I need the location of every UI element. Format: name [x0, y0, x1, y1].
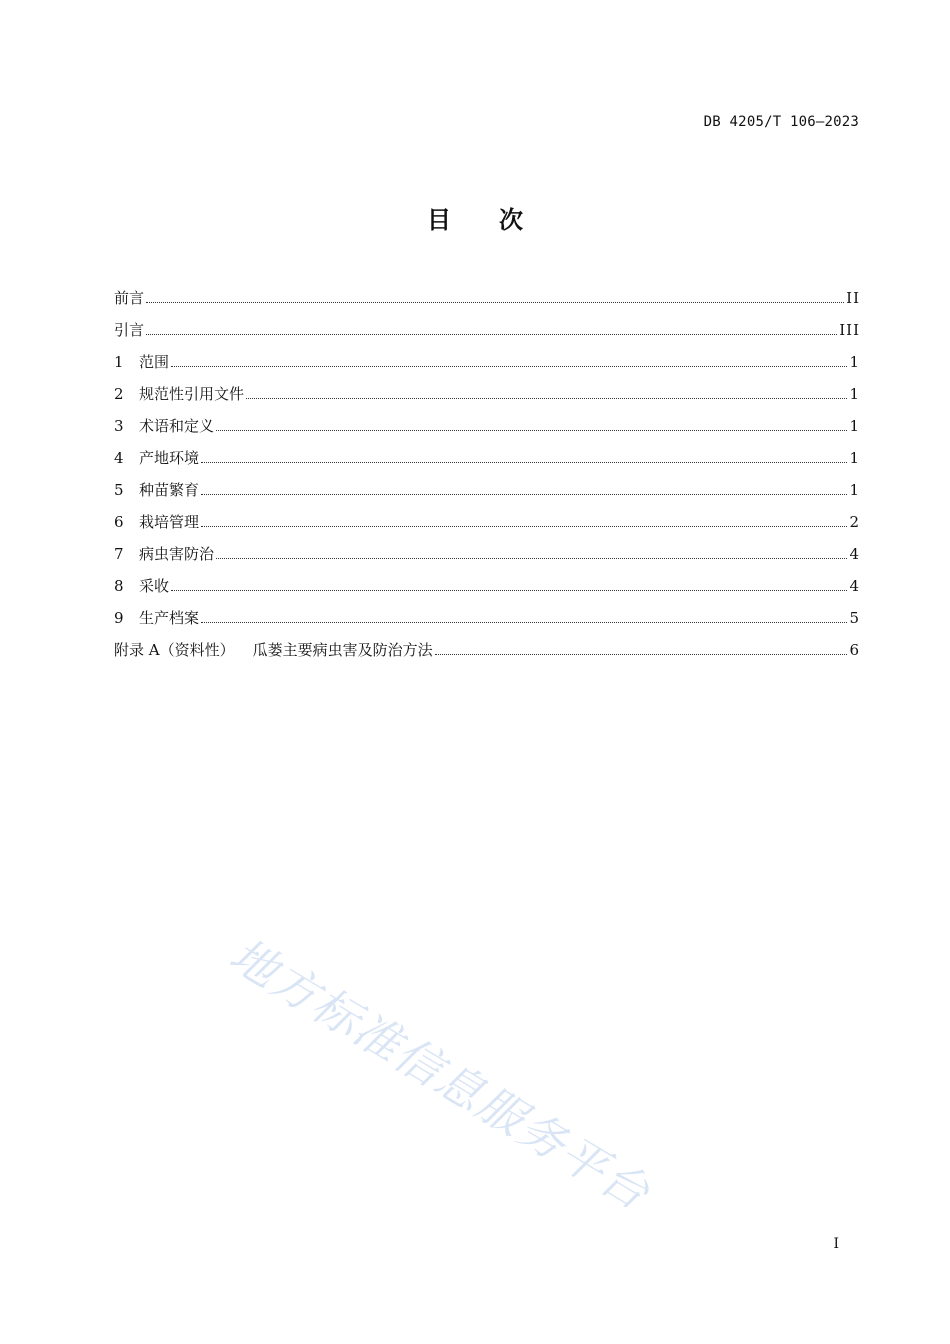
toc-entry-page: 4 — [849, 577, 860, 595]
toc-entry-harvest[interactable] — [114, 574, 860, 606]
toc-entry-page: III — [839, 321, 860, 339]
toc-entry-number: 5 — [114, 481, 124, 499]
toc-entry-page: 1 — [849, 481, 860, 499]
toc-dot-leader — [201, 525, 847, 527]
toc-entry-appendix-a[interactable] — [114, 638, 860, 670]
toc-entry-number: 1 — [114, 353, 124, 371]
toc-entry-label: 前言 — [114, 289, 145, 307]
toc-dot-leader — [435, 653, 848, 655]
toc-entry-number: 9 — [114, 609, 124, 627]
toc-entry-page: II — [846, 289, 860, 307]
toc-entry-page: 2 — [849, 513, 860, 531]
toc-entry-label: 采收 — [139, 577, 170, 595]
toc-entry-environment[interactable] — [114, 446, 860, 478]
toc-entry-page: 1 — [849, 385, 860, 403]
toc-dot-leader — [216, 429, 847, 431]
toc-dot-leader — [216, 557, 847, 559]
toc-entry-label — [114, 638, 433, 662]
toc-entry-scope[interactable] — [114, 350, 860, 382]
toc-entry-label: 种苗繁育 — [139, 481, 200, 499]
toc-entry-page: 1 — [849, 353, 860, 371]
toc-entry-label: 引言 — [114, 321, 145, 339]
toc-dot-leader — [146, 301, 844, 303]
toc-entry-introduction[interactable] — [114, 318, 860, 350]
toc-entry-foreword[interactable] — [114, 286, 860, 318]
toc-entry-number: 6 — [114, 513, 124, 531]
toc-dot-leader — [201, 493, 847, 495]
watermark: 地方标准信息服务平台 — [220, 927, 660, 1221]
toc-entry-number: 2 — [114, 385, 124, 403]
toc-entry-number: 7 — [114, 545, 124, 563]
toc-entry-label: 生产档案 — [139, 609, 200, 627]
toc-dot-leader — [146, 333, 837, 335]
document-code: DB 4205/T 106—2023 — [703, 114, 859, 130]
appendix-title: 瓜蒌主要病虫害及防治方法 — [252, 641, 433, 659]
toc-dot-leader — [201, 621, 847, 623]
page-title-part-1: 目 — [427, 206, 451, 234]
toc-entry-page: 4 — [849, 545, 860, 563]
toc-dot-leader — [171, 365, 847, 367]
toc-entry-label: 病虫害防治 — [139, 545, 215, 563]
toc-entry-label: 术语和定义 — [139, 417, 215, 435]
toc-entry-page: 6 — [849, 641, 860, 659]
page-title — [0, 200, 950, 235]
table-of-contents — [114, 286, 860, 670]
toc-entry-label: 范围 — [139, 353, 170, 371]
appendix-prefix: 附录 A（资料性） — [114, 641, 235, 659]
page-title-part-2: 次 — [499, 206, 523, 234]
toc-dot-leader — [246, 397, 847, 399]
toc-entry-number: 3 — [114, 417, 124, 435]
toc-entry-number: 8 — [114, 577, 124, 595]
toc-entry-number: 4 — [114, 449, 124, 467]
toc-dot-leader — [201, 461, 847, 463]
toc-entry-cultivation[interactable] — [114, 510, 860, 542]
toc-entry-production-records[interactable] — [114, 606, 860, 638]
toc-entry-page: 1 — [849, 417, 860, 435]
toc-entry-page: 5 — [849, 609, 860, 627]
toc-entry-label: 产地环境 — [139, 449, 200, 467]
toc-dot-leader — [171, 589, 847, 591]
toc-entry-normative-references[interactable] — [114, 382, 860, 414]
page-number: I — [833, 1236, 839, 1252]
toc-entry-pest-control[interactable] — [114, 542, 860, 574]
toc-entry-label: 规范性引用文件 — [139, 385, 245, 403]
toc-entry-terms-definitions[interactable] — [114, 414, 860, 446]
toc-entry-label: 栽培管理 — [139, 513, 200, 531]
toc-entry-page: 1 — [849, 449, 860, 467]
toc-entry-seedling[interactable] — [114, 478, 860, 510]
